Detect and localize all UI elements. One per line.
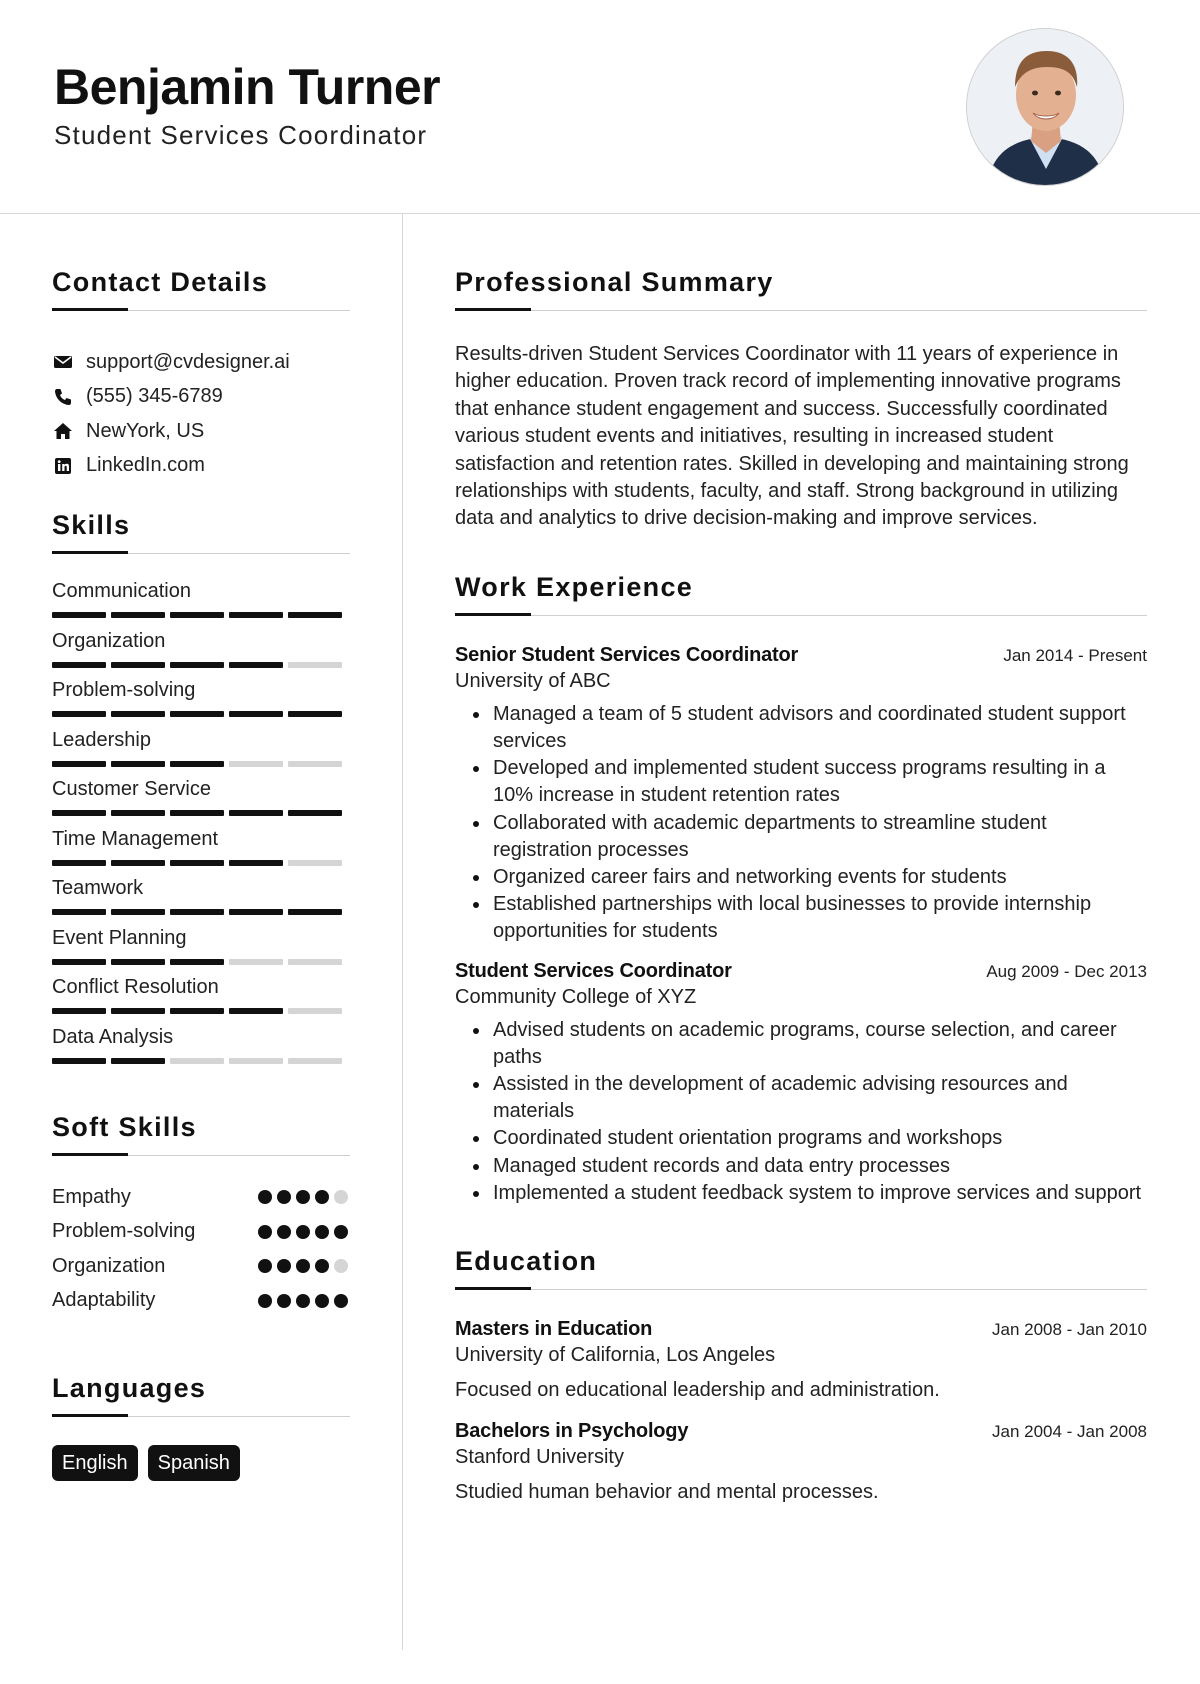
skill-level-segment: [111, 612, 165, 618]
contact-location: [52, 414, 350, 449]
education-entry: [455, 1418, 1147, 1506]
job-bullets: [455, 701, 1147, 946]
skill-level-segment: [288, 662, 342, 668]
rating-dot: [296, 1259, 310, 1273]
skill-level-bar: [52, 909, 350, 915]
soft-skill-rating: [253, 1259, 348, 1273]
skill-level-segment: [229, 810, 283, 816]
rating-dot: [315, 1294, 329, 1308]
soft-skill-rating: [253, 1294, 348, 1308]
list-item: Assisted in the development of academic advising resources and materials: [455, 1071, 1147, 1125]
soft-skill-name: Adaptability: [52, 1289, 156, 1312]
skill-level-bar: [52, 711, 350, 717]
summary-section: [455, 266, 1147, 533]
skill-level-segment: [52, 711, 106, 717]
education-degree: Masters in Education: [455, 1318, 653, 1341]
contact-email-text: support@cvdesigner.ai: [86, 350, 290, 373]
job-organization: University of ABC: [455, 669, 611, 692]
skill-level-segment: [229, 1008, 283, 1014]
section-rule: [52, 1414, 350, 1417]
skill-level-segment: [288, 1008, 342, 1014]
skill-level-bar: [52, 810, 350, 816]
contact-phone-text: (555) 345-6789: [86, 385, 223, 408]
skill-level-segment: [229, 662, 283, 668]
contact-phone[interactable]: [52, 380, 350, 415]
skill-level-segment: [170, 662, 224, 668]
skill-item: [52, 677, 350, 727]
skill-name: Organization: [52, 629, 166, 652]
skill-level-segment: [170, 761, 224, 767]
skill-level-segment: [288, 711, 342, 717]
soft-skills-section-title: Soft Skills: [52, 1112, 197, 1142]
skill-level-segment: [170, 711, 224, 717]
contact-linkedin-text: LinkedIn.com: [86, 454, 205, 477]
skill-level-bar: [52, 860, 350, 866]
skill-level-bar: [52, 1008, 350, 1014]
skills-section: [52, 509, 350, 1073]
job-organization: Community College of XYZ: [455, 985, 697, 1008]
skill-level-segment: [52, 909, 106, 915]
list-item: Organized career fairs and networking events for students: [455, 864, 1147, 891]
job-role: Student Services Coordinator: [455, 959, 732, 982]
candidate-title: Student Services Coordinator: [54, 120, 428, 150]
rating-dot: [258, 1225, 272, 1239]
skill-item: [52, 826, 350, 876]
skill-level-segment: [170, 1008, 224, 1014]
skill-level-segment: [229, 761, 283, 767]
skill-level-segment: [229, 612, 283, 618]
skill-item: [52, 974, 350, 1024]
section-rule: [455, 308, 1147, 311]
skill-item: [52, 875, 350, 925]
rating-dot: [334, 1259, 348, 1273]
soft-skill-item: [52, 1215, 348, 1250]
rating-dot: [277, 1294, 291, 1308]
education-section-title: Education: [455, 1246, 598, 1277]
languages-section-title: Languages: [52, 1373, 207, 1403]
skill-name: Conflict Resolution: [52, 976, 219, 998]
skill-name: Customer Service: [52, 778, 211, 800]
rating-dot: [258, 1259, 272, 1273]
list-item: Collaborated with academic departments to streamline student registration processes: [455, 810, 1147, 864]
skill-level-segment: [52, 810, 106, 816]
phone-icon: [52, 386, 74, 408]
skill-level-bar: [52, 761, 350, 767]
section-rule: [455, 1287, 1147, 1290]
list-item: Developed and implemented student success programs resulting in a 10% increase in student retention rates: [455, 755, 1147, 809]
rating-dot: [296, 1190, 310, 1204]
soft-skill-item: [52, 1180, 348, 1215]
rating-dot: [296, 1225, 310, 1239]
skill-name: Communication: [52, 580, 191, 602]
skill-level-segment: [111, 1008, 165, 1014]
skill-level-segment: [52, 959, 106, 965]
job-dates: Aug 2009 - Dec 2013: [986, 961, 1147, 981]
rating-dot: [258, 1294, 272, 1308]
summary-text: Results-driven Student Services Coordinator with 11 years of experience in higher education. Proven track record of implementing innovative programs that enhance student engagement and success. Successfully coordinated various student events and initiatives, resulting in increased student satisfaction and retention rates. Skilled in developing and maintaining strong relationships with students, faculty, and staff. Strong background in utilizing data and analytics to drive decision-making and improve services.: [455, 343, 1129, 530]
skill-level-segment: [288, 810, 342, 816]
skill-level-segment: [111, 810, 165, 816]
skill-item: [52, 628, 350, 678]
rating-dot: [277, 1225, 291, 1239]
section-rule: [52, 308, 350, 311]
rating-dot: [334, 1225, 348, 1239]
home-icon: [52, 420, 74, 442]
profile-photo: [966, 28, 1124, 186]
skill-level-bar: [52, 662, 350, 668]
resume-header: [0, 0, 1200, 214]
person-portrait-icon: [967, 29, 1124, 186]
list-item: Managed student records and data entry processes: [455, 1153, 1147, 1180]
skill-name: Event Planning: [52, 926, 187, 949]
soft-skill-item: [52, 1249, 348, 1284]
education-description: Studied human behavior and mental processes.: [455, 1481, 879, 1504]
education-description: Focused on educational leadership and administration.: [455, 1379, 940, 1402]
languages-section: [52, 1372, 350, 1481]
skill-name: Leadership: [52, 728, 151, 751]
skill-item: [52, 776, 350, 826]
experience-section: [455, 571, 1147, 1207]
section-rule: [52, 551, 350, 554]
skill-level-segment: [288, 860, 342, 866]
contact-section: [52, 266, 350, 483]
skill-level-segment: [170, 959, 224, 965]
skill-level-segment: [288, 909, 342, 915]
skill-level-segment: [111, 1058, 165, 1064]
candidate-name: Benjamin Turner: [54, 59, 441, 115]
skill-level-segment: [170, 1058, 224, 1064]
skill-level-segment: [229, 711, 283, 717]
soft-skill-item: [52, 1284, 348, 1319]
skill-level-segment: [288, 761, 342, 767]
skill-level-segment: [111, 909, 165, 915]
envelope-icon: [52, 351, 74, 373]
education-dates: Jan 2004 - Jan 2008: [991, 1422, 1147, 1442]
education-dates: Jan 2008 - Jan 2010: [991, 1320, 1147, 1340]
skill-level-segment: [52, 860, 106, 866]
skill-level-segment: [229, 959, 283, 965]
contact-email[interactable]: [52, 345, 350, 380]
rating-dot: [334, 1294, 348, 1308]
skill-level-segment: [288, 612, 342, 618]
rating-dot: [296, 1294, 310, 1308]
soft-skill-name: Problem-solving: [52, 1220, 196, 1243]
soft-skill-name: Organization: [52, 1254, 166, 1277]
education-entry: [455, 1316, 1147, 1404]
summary-section-title: Professional Summary: [455, 267, 774, 297]
language-badge-spanish: Spanish: [148, 1445, 240, 1481]
skill-level-segment: [229, 860, 283, 866]
skill-name: Problem-solving: [52, 679, 196, 701]
contact-linkedin[interactable]: [52, 449, 350, 484]
soft-skill-rating: [253, 1190, 348, 1204]
education-degree: Bachelors in Psychology: [455, 1420, 689, 1443]
main-content: [455, 214, 1147, 1506]
list-item: Managed a team of 5 student advisors and coordinated student support services: [455, 701, 1147, 755]
skill-item: [52, 1024, 350, 1074]
skill-name: Data Analysis: [52, 1025, 174, 1048]
skill-level-segment: [170, 810, 224, 816]
skill-level-segment: [52, 662, 106, 668]
experience-section-title: Work Experience: [455, 571, 694, 602]
skill-level-segment: [170, 909, 224, 915]
soft-skills-section: [52, 1111, 350, 1318]
job-bullets: [455, 1017, 1147, 1207]
skill-item: [52, 727, 350, 777]
skill-level-segment: [111, 662, 165, 668]
skill-level-segment: [52, 761, 106, 767]
rating-dot: [315, 1190, 329, 1204]
skill-item: [52, 925, 350, 975]
job-entry: [455, 958, 1147, 1207]
education-school: University of California, Los Angeles: [455, 1344, 776, 1367]
job-entry: [455, 642, 1147, 946]
rating-dot: [277, 1259, 291, 1273]
skills-list: [52, 578, 350, 1073]
skill-level-segment: [111, 711, 165, 717]
job-role: Senior Student Services Coordinator: [455, 643, 799, 666]
language-badge-english: English: [52, 1445, 138, 1481]
skill-level-segment: [288, 959, 342, 965]
rating-dot: [334, 1190, 348, 1204]
skill-level-segment: [52, 1058, 106, 1064]
soft-skill-rating: [253, 1225, 348, 1239]
rating-dot: [315, 1259, 329, 1273]
section-rule: [52, 1153, 350, 1156]
skill-name: Teamwork: [52, 877, 144, 899]
skill-name: Time Management: [52, 827, 218, 850]
skill-level-segment: [170, 612, 224, 618]
sidebar: [52, 214, 350, 1481]
skill-level-bar: [52, 1058, 350, 1064]
skill-level-segment: [229, 909, 283, 915]
job-dates: Jan 2014 - Present: [1003, 645, 1147, 665]
rating-dot: [277, 1190, 291, 1204]
skill-level-segment: [52, 1008, 106, 1014]
skill-level-segment: [111, 860, 165, 866]
skill-level-bar: [52, 612, 350, 618]
rating-dot: [315, 1225, 329, 1239]
skills-section-title: Skills: [52, 510, 131, 540]
linkedin-icon: [52, 455, 74, 477]
skill-level-segment: [111, 959, 165, 965]
skill-level-segment: [111, 761, 165, 767]
contact-section-title: Contact Details: [52, 267, 269, 297]
skill-level-segment: [229, 1058, 283, 1064]
skill-level-bar: [52, 959, 350, 965]
column-divider: [402, 214, 403, 1650]
list-item: Implemented a student feedback system to improve services and support: [455, 1180, 1147, 1207]
section-rule: [455, 613, 1147, 616]
skill-item: [52, 578, 350, 628]
list-item: Coordinated student orientation programs and workshops: [455, 1125, 1147, 1152]
list-item: Advised students on academic programs, course selection, and career paths: [455, 1017, 1147, 1071]
soft-skills-list: [52, 1180, 350, 1318]
education-school: Stanford University: [455, 1446, 624, 1469]
skill-level-segment: [52, 612, 106, 618]
soft-skill-name: Empathy: [52, 1185, 131, 1208]
skill-level-segment: [170, 860, 224, 866]
contact-location-text: NewYork, US: [86, 419, 205, 442]
rating-dot: [258, 1190, 272, 1204]
education-section: [455, 1245, 1147, 1506]
skill-level-segment: [288, 1058, 342, 1064]
list-item: Established partnerships with local businesses to provide internship opportunities for students: [455, 891, 1147, 945]
